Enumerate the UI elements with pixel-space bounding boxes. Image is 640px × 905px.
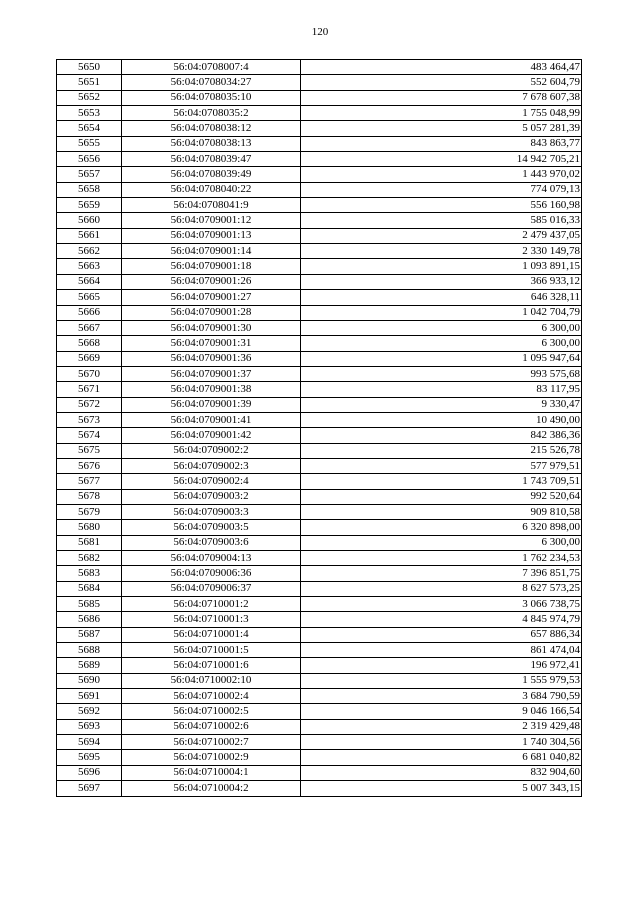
cadastral-number-cell: 56:04:0710001:6 (122, 658, 301, 673)
cadastral-number-cell: 56:04:0710002:9 (122, 750, 301, 765)
table-row (57, 581, 582, 596)
cadastral-number-cell: 56:04:0710004:2 (122, 781, 301, 796)
cadastral-number-cell: 56:04:0709001:18 (122, 259, 301, 274)
row-number-cell: 5669 (57, 351, 122, 366)
table-row (57, 228, 582, 243)
row-number-cell: 5664 (57, 274, 122, 289)
row-number-cell: 5684 (57, 581, 122, 596)
row-number-cell: 5660 (57, 213, 122, 228)
cadastral-value-cell: 993 575,68 (301, 366, 582, 381)
row-number-cell: 5681 (57, 535, 122, 550)
cadastral-number-cell: 56:04:0709001:38 (122, 382, 301, 397)
table-row (57, 382, 582, 397)
cadastral-value-cell: 577 979,51 (301, 458, 582, 473)
row-number-cell: 5683 (57, 566, 122, 581)
cadastral-number-cell: 56:04:0709002:2 (122, 443, 301, 458)
row-number-cell: 5695 (57, 750, 122, 765)
cadastral-value-cell: 2 479 437,05 (301, 228, 582, 243)
table-row (57, 765, 582, 780)
cadastral-number-cell: 56:04:0708040:22 (122, 182, 301, 197)
cadastral-value-cell: 1 755 048,99 (301, 106, 582, 121)
row-number-cell: 5650 (57, 60, 122, 75)
cadastral-value-cell: 6 300,00 (301, 336, 582, 351)
row-number-cell: 5675 (57, 443, 122, 458)
cadastral-number-cell: 56:04:0709001:13 (122, 228, 301, 243)
table-row (57, 213, 582, 228)
cadastral-number-cell: 56:04:0708034:27 (122, 75, 301, 90)
row-number-cell: 5686 (57, 612, 122, 627)
page-number: 120 (311, 26, 329, 38)
table-row (57, 397, 582, 412)
table-row (57, 504, 582, 519)
cadastral-number-cell: 56:04:0709006:37 (122, 581, 301, 596)
table-row (57, 735, 582, 750)
cadastral-number-cell: 56:04:0709001:12 (122, 213, 301, 228)
table-row (57, 75, 582, 90)
row-number-cell: 5670 (57, 366, 122, 381)
cadastral-number-cell: 56:04:0709001:41 (122, 412, 301, 427)
cadastral-value-cell: 861 474,04 (301, 643, 582, 658)
cadastral-value-cell: 10 490,00 (301, 412, 582, 427)
row-number-cell: 5663 (57, 259, 122, 274)
cadastral-value-cell: 2 330 149,78 (301, 244, 582, 259)
row-number-cell: 5676 (57, 458, 122, 473)
cadastral-value-cell: 1 762 234,53 (301, 551, 582, 566)
table-row (57, 305, 582, 320)
cadastral-value-cell: 6 681 040,82 (301, 750, 582, 765)
row-number-cell: 5691 (57, 689, 122, 704)
cadastral-number-cell: 56:04:0710002:4 (122, 689, 301, 704)
table-row (57, 689, 582, 704)
table-body (57, 60, 582, 797)
table-row (57, 412, 582, 427)
row-number-cell: 5653 (57, 106, 122, 121)
table-row (57, 428, 582, 443)
cadastral-value-cell: 646 328,11 (301, 290, 582, 305)
table-row (57, 458, 582, 473)
table-row (57, 136, 582, 151)
row-number-cell: 5693 (57, 719, 122, 734)
cadastral-number-cell: 56:04:0708038:13 (122, 136, 301, 151)
table-row (57, 520, 582, 535)
cadastral-number-cell: 56:04:0710001:4 (122, 627, 301, 642)
cadastral-number-cell: 56:04:0710002:10 (122, 673, 301, 688)
cadastral-value-cell: 7 396 851,75 (301, 566, 582, 581)
cadastral-value-cell: 5 007 343,15 (301, 781, 582, 796)
cadastral-value-cell: 909 810,58 (301, 504, 582, 519)
cadastral-value-cell: 842 386,36 (301, 428, 582, 443)
cadastral-value-cell: 1 555 979,53 (301, 673, 582, 688)
table-row (57, 566, 582, 581)
cadastral-number-cell: 56:04:0708039:49 (122, 167, 301, 182)
cadastral-number-cell: 56:04:0709001:37 (122, 366, 301, 381)
cadastral-value-cell: 1 743 709,51 (301, 474, 582, 489)
row-number-cell: 5666 (57, 305, 122, 320)
table-row (57, 366, 582, 381)
cadastral-value-cell: 1 093 891,15 (301, 259, 582, 274)
cadastral-number-cell: 56:04:0709001:27 (122, 290, 301, 305)
cadastral-number-cell: 56:04:0708035:2 (122, 106, 301, 121)
cadastral-number-cell: 56:04:0710004:1 (122, 765, 301, 780)
cadastral-value-cell: 8 627 573,25 (301, 581, 582, 596)
row-number-cell: 5673 (57, 412, 122, 427)
cadastral-number-cell: 56:04:0709001:26 (122, 274, 301, 289)
cadastral-number-cell: 56:04:0709006:36 (122, 566, 301, 581)
table-row (57, 781, 582, 796)
cadastral-value-cell: 657 886,34 (301, 627, 582, 642)
cadastral-value-cell: 6 300,00 (301, 320, 582, 335)
row-number-cell: 5662 (57, 244, 122, 259)
cadastral-value-cell: 4 845 974,79 (301, 612, 582, 627)
cadastral-number-cell: 56:04:0709001:36 (122, 351, 301, 366)
cadastral-value-table (56, 59, 582, 797)
table-row (57, 152, 582, 167)
cadastral-number-cell: 56:04:0708041:9 (122, 198, 301, 213)
cadastral-number-cell: 56:04:0709003:6 (122, 535, 301, 550)
cadastral-value-cell: 14 942 705,21 (301, 152, 582, 167)
table-row (57, 597, 582, 612)
row-number-cell: 5679 (57, 504, 122, 519)
table-row (57, 274, 582, 289)
table-row (57, 535, 582, 550)
cadastral-value-cell: 1 042 704,79 (301, 305, 582, 320)
table-row (57, 106, 582, 121)
cadastral-number-cell: 56:04:0708039:47 (122, 152, 301, 167)
row-number-cell: 5667 (57, 320, 122, 335)
cadastral-number-cell: 56:04:0710001:5 (122, 643, 301, 658)
row-number-cell: 5696 (57, 765, 122, 780)
cadastral-value-cell: 3 066 738,75 (301, 597, 582, 612)
cadastral-value-cell: 196 972,41 (301, 658, 582, 673)
row-number-cell: 5655 (57, 136, 122, 151)
table-row (57, 704, 582, 719)
cadastral-number-cell: 56:04:0709003:5 (122, 520, 301, 535)
cadastral-value-cell: 6 300,00 (301, 535, 582, 550)
cadastral-value-cell: 552 604,79 (301, 75, 582, 90)
cadastral-number-cell: 56:04:0709001:30 (122, 320, 301, 335)
cadastral-value-cell: 832 904,60 (301, 765, 582, 780)
row-number-cell: 5658 (57, 182, 122, 197)
cadastral-number-cell: 56:04:0710002:6 (122, 719, 301, 734)
table-row (57, 121, 582, 136)
table-row (57, 259, 582, 274)
cadastral-value-cell: 992 520,64 (301, 489, 582, 504)
cadastral-value-cell: 5 057 281,39 (301, 121, 582, 136)
row-number-cell: 5688 (57, 643, 122, 658)
cadastral-number-cell: 56:04:0709001:14 (122, 244, 301, 259)
cadastral-number-cell: 56:04:0710001:2 (122, 597, 301, 612)
cadastral-number-cell: 56:04:0708038:12 (122, 121, 301, 136)
cadastral-value-cell: 83 117,95 (301, 382, 582, 397)
table-row (57, 673, 582, 688)
cadastral-number-cell: 56:04:0709003:3 (122, 504, 301, 519)
table-row (57, 627, 582, 642)
row-number-cell: 5674 (57, 428, 122, 443)
cadastral-value-cell: 585 016,33 (301, 213, 582, 228)
cadastral-value-cell: 366 933,12 (301, 274, 582, 289)
cadastral-value-cell: 9 046 166,54 (301, 704, 582, 719)
row-number-cell: 5652 (57, 90, 122, 105)
cadastral-value-cell: 556 160,98 (301, 198, 582, 213)
cadastral-value-cell: 843 863,77 (301, 136, 582, 151)
row-number-cell: 5672 (57, 397, 122, 412)
cadastral-value-cell: 6 320 898,00 (301, 520, 582, 535)
table-row (57, 290, 582, 305)
row-number-cell: 5694 (57, 735, 122, 750)
row-number-cell: 5690 (57, 673, 122, 688)
table-row (57, 612, 582, 627)
table-row (57, 643, 582, 658)
table-row (57, 198, 582, 213)
row-number-cell: 5682 (57, 551, 122, 566)
row-number-cell: 5687 (57, 627, 122, 642)
table-row (57, 320, 582, 335)
cadastral-number-cell: 56:04:0709002:3 (122, 458, 301, 473)
row-number-cell: 5656 (57, 152, 122, 167)
cadastral-value-cell: 7 678 607,38 (301, 90, 582, 105)
table-row (57, 443, 582, 458)
table-row (57, 60, 582, 75)
table-row (57, 551, 582, 566)
row-number-cell: 5659 (57, 198, 122, 213)
row-number-cell: 5668 (57, 336, 122, 351)
table-row (57, 489, 582, 504)
cadastral-value-cell: 215 526,78 (301, 443, 582, 458)
cadastral-number-cell: 56:04:0709003:2 (122, 489, 301, 504)
cadastral-value-cell: 1 443 970,02 (301, 167, 582, 182)
cadastral-number-cell: 56:04:0709001:31 (122, 336, 301, 351)
table-row (57, 658, 582, 673)
cadastral-number-cell: 56:04:0709001:42 (122, 428, 301, 443)
row-number-cell: 5692 (57, 704, 122, 719)
row-number-cell: 5677 (57, 474, 122, 489)
row-number-cell: 5678 (57, 489, 122, 504)
table-row (57, 90, 582, 105)
table-row (57, 182, 582, 197)
cadastral-value-cell: 483 464,47 (301, 60, 582, 75)
row-number-cell: 5657 (57, 167, 122, 182)
cadastral-number-cell: 56:04:0709001:28 (122, 305, 301, 320)
cadastral-number-cell: 56:04:0709001:39 (122, 397, 301, 412)
cadastral-value-cell: 1 740 304,56 (301, 735, 582, 750)
cadastral-value-cell: 9 330,47 (301, 397, 582, 412)
cadastral-number-cell: 56:04:0710002:7 (122, 735, 301, 750)
cadastral-number-cell: 56:04:0708007:4 (122, 60, 301, 75)
cadastral-number-cell: 56:04:0710001:3 (122, 612, 301, 627)
cadastral-number-cell: 56:04:0710002:5 (122, 704, 301, 719)
table-row (57, 167, 582, 182)
table-row (57, 351, 582, 366)
cadastral-value-cell: 3 684 790,59 (301, 689, 582, 704)
table-row (57, 244, 582, 259)
table-row (57, 719, 582, 734)
row-number-cell: 5671 (57, 382, 122, 397)
cadastral-value-cell: 774 079,13 (301, 182, 582, 197)
row-number-cell: 5685 (57, 597, 122, 612)
row-number-cell: 5680 (57, 520, 122, 535)
table-row (57, 750, 582, 765)
row-number-cell: 5654 (57, 121, 122, 136)
cadastral-value-cell: 2 319 429,48 (301, 719, 582, 734)
cadastral-number-cell: 56:04:0709004:13 (122, 551, 301, 566)
cadastral-value-cell: 1 095 947,64 (301, 351, 582, 366)
cadastral-number-cell: 56:04:0708035:10 (122, 90, 301, 105)
row-number-cell: 5689 (57, 658, 122, 673)
table-row (57, 336, 582, 351)
cadastral-number-cell: 56:04:0709002:4 (122, 474, 301, 489)
row-number-cell: 5651 (57, 75, 122, 90)
row-number-cell: 5661 (57, 228, 122, 243)
table-row (57, 474, 582, 489)
row-number-cell: 5697 (57, 781, 122, 796)
row-number-cell: 5665 (57, 290, 122, 305)
